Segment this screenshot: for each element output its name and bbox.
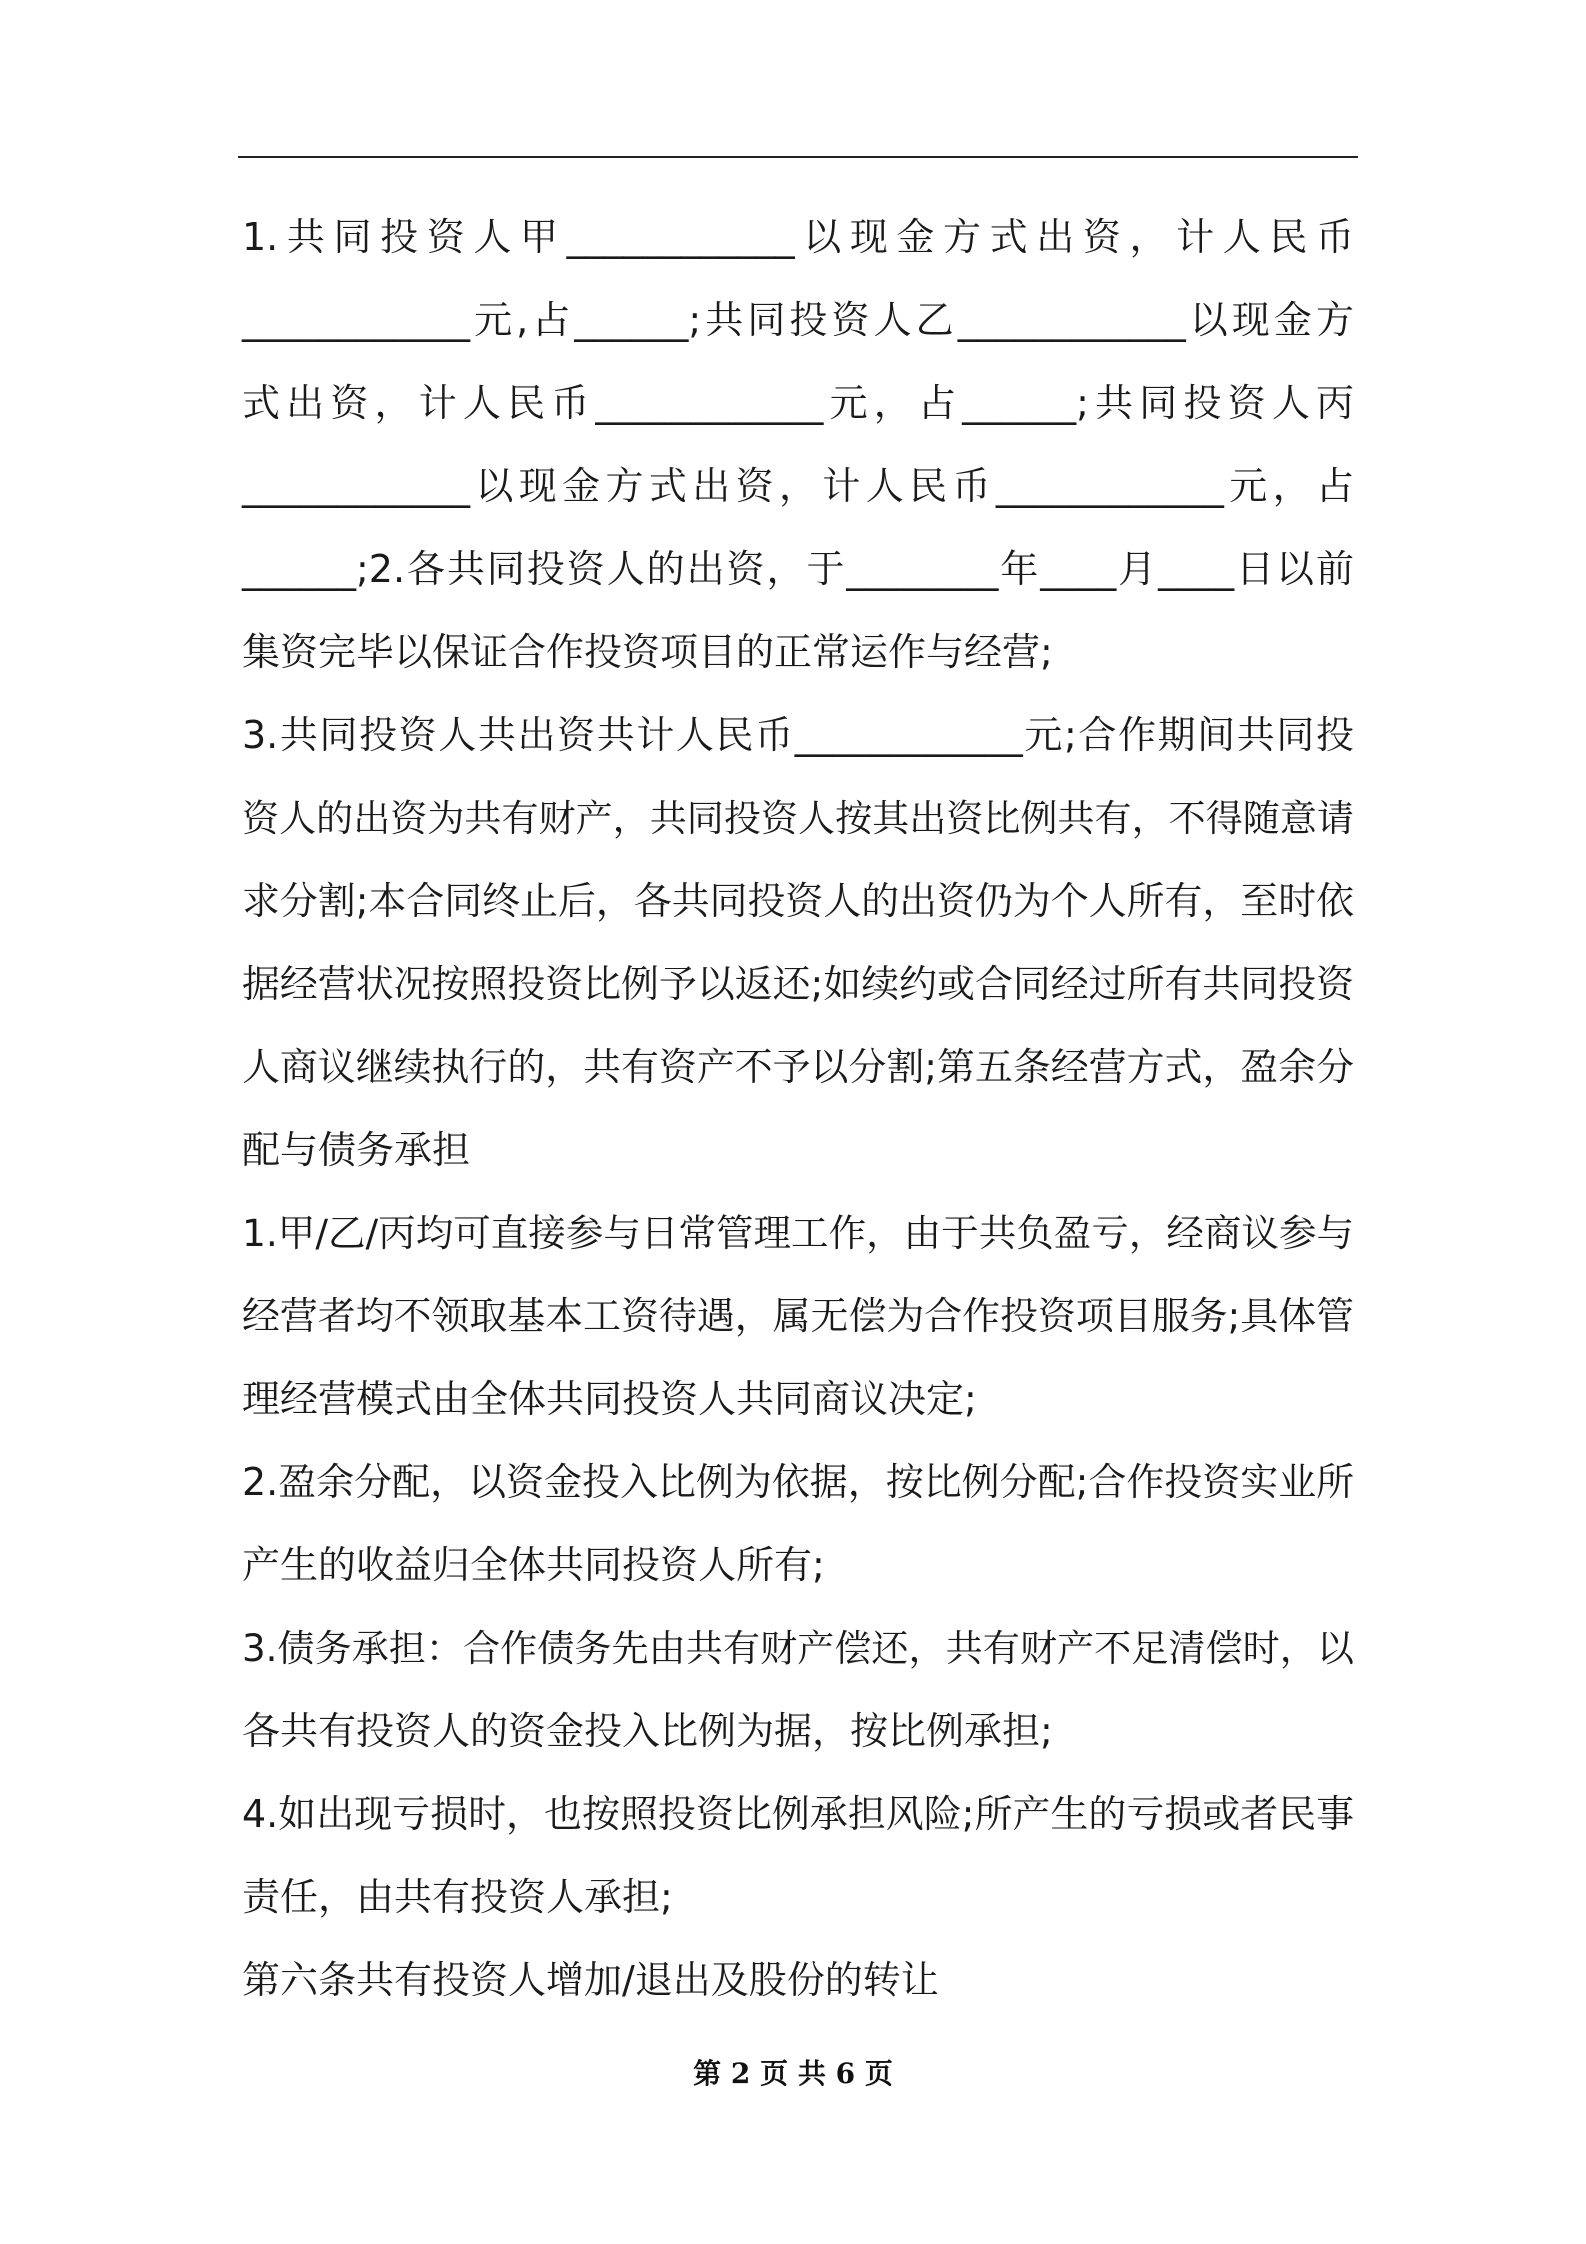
text-line: 经营者均不领取基本工资待遇，属无偿为合作投资项目服务;具体管 bbox=[242, 1294, 1354, 1338]
section-heading-article-6 bbox=[242, 1939, 1354, 2022]
text-line: 4.如出现亏损时，也按照投资比例承担风险;所产生的亏损或者民事 bbox=[242, 1792, 1355, 1836]
text-line: 式出资，计人民币____________元，占______;共同投资人丙 bbox=[242, 381, 1354, 425]
text-line: 据经营状况按照投资比例予以返还;如续约或合同经过所有共同投资 bbox=[242, 962, 1354, 1006]
text-line: ______;2.各共同投资人的出资，于________年____月____日以前 bbox=[242, 547, 1354, 591]
text-line: 第六条共有投资人增加/退出及股份的转让 bbox=[242, 1958, 939, 2002]
text-line: ____________以现金方式出资，计人民币____________元，占 bbox=[242, 464, 1354, 508]
text-line: 配与债务承担 bbox=[242, 1128, 471, 1172]
text-line: 人商议继续执行的，共有资产不予以分割;第五条经营方式，盈余分 bbox=[242, 1045, 1354, 1089]
text-line: 责任，由共有投资人承担; bbox=[242, 1875, 673, 1919]
paragraph-profit-distribution bbox=[242, 1441, 1354, 1607]
paragraph-management bbox=[242, 1192, 1354, 1441]
text-line: 理经营模式由全体共同投资人共同商议决定; bbox=[242, 1377, 977, 1421]
text-line: 1.甲/乙/丙均可直接参与日常管理工作，由于共负盈亏，经商议参与 bbox=[242, 1211, 1354, 1255]
text-line: 各共有投资人的资金投入比例为据，按比例承担; bbox=[242, 1709, 1053, 1753]
header-rule bbox=[238, 156, 1358, 158]
text-line: 产生的收益归全体共同投资人所有; bbox=[242, 1543, 825, 1587]
paragraph-total-contribution bbox=[242, 694, 1354, 1192]
text-line: 3.共同投资人共出资共计人民币____________元;合作期间共同投 bbox=[242, 713, 1354, 757]
paragraph-capital-contribution bbox=[242, 196, 1354, 694]
text-line: 求分割;本合同终止后，各共同投资人的出资仍为个人所有，至时依 bbox=[242, 879, 1354, 923]
text-line: 1.共同投资人甲____________以现金方式出资，计人民币 bbox=[242, 215, 1354, 259]
text-line: 2.盈余分配，以资金投入比例为依据，按比例分配;合作投资实业所 bbox=[242, 1460, 1355, 1504]
text-line: 3.债务承担：合作债务先由共有财产偿还，共有财产不足清偿时，以 bbox=[242, 1627, 1355, 1670]
text-line: 集资完毕以保证合作投资项目的正常运作与经营; bbox=[242, 630, 1053, 674]
document-body bbox=[242, 196, 1354, 2022]
text-line: 资人的出资为共有财产，共同投资人按其出资比例共有，不得随意请 bbox=[242, 797, 1354, 840]
paragraph-loss-risk bbox=[242, 1773, 1354, 1939]
paragraph-debt-liability bbox=[242, 1607, 1354, 1773]
page-number: 第 2 页 共 6 页 bbox=[693, 2057, 893, 2090]
text-line: ____________元,占______;共同投资人乙____________以现金方 bbox=[242, 298, 1354, 342]
